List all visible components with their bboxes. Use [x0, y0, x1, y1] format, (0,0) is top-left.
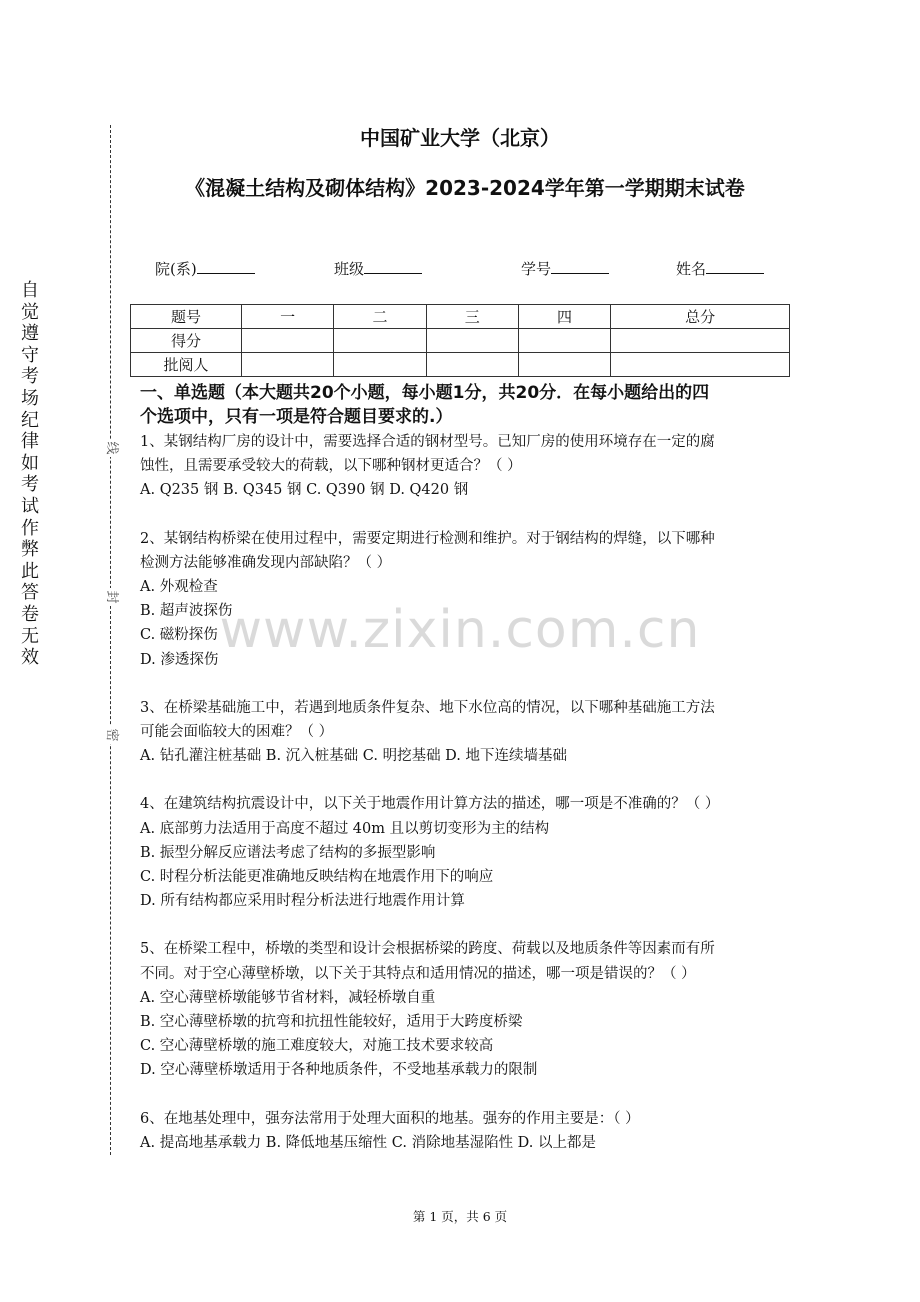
answer-option: D. 所有结构都应采用时程分析法进行地震作用计算: [140, 893, 465, 910]
table-header-cell: 一: [242, 305, 334, 329]
section-heading: 个选项中，只有一项是符合题目要求的.）: [140, 407, 453, 427]
answer-option: C. 磁粉探伤: [140, 627, 218, 644]
spacer: [140, 913, 790, 936]
table-header-cell: 四: [518, 305, 610, 329]
exam-title: 《混凝土结构及砌体结构》2023-2024学年第一学期期末试卷: [185, 176, 745, 200]
field-label: 班级: [334, 260, 365, 278]
question-2: [140, 527, 790, 672]
info-field-department[interactable]: [155, 258, 255, 279]
info-field-name[interactable]: [676, 258, 764, 279]
spacer: [140, 768, 790, 791]
question-text: 蚀性，且需要承受较大的荷载，以下哪种钢材更适合？（ ）: [140, 458, 522, 475]
spacer: [140, 672, 790, 695]
field-label: 姓名: [676, 260, 707, 278]
section-heading: 一、单选题（本大题共20个小题，每小题1分，共20分．在每小题给出的四: [140, 383, 710, 403]
question-text: 5、在桥梁工程中，桥墩的类型和设计会根据桥梁的跨度、荷载以及地质条件等因素而有所: [140, 941, 715, 958]
question-text: 1、某钢结构厂房的设计中，需要选择合适的钢材型号。已知厂房的使用环境存在一定的腐: [140, 434, 715, 450]
watermark: www.zixin.com.cn: [219, 600, 701, 660]
blank-line: [197, 259, 255, 274]
question-5: [140, 937, 790, 1082]
question-text: 6、在地基处理中，强夯法常用于处理大面积的地基。强夯的作用主要是：（ ）: [140, 1110, 640, 1127]
spacer: [140, 1083, 790, 1106]
answer-option: A. 钻孔灌注桩基础 B. 沉入桩基础 C. 明挖基础 D. 地下连续墙基础: [140, 748, 568, 765]
table-cell: [611, 353, 790, 377]
info-field-class[interactable]: [334, 258, 422, 279]
row-label: 批阅人: [131, 353, 242, 377]
answer-option: B. 振型分解反应谱法考虑了结构的多振型影响: [140, 844, 436, 861]
question-text: 可能会面临较大的困难？（ ）: [140, 724, 334, 741]
table-header-cell: 二: [334, 305, 426, 329]
question-3: [140, 696, 790, 769]
seal-mark-line: 线: [101, 439, 121, 457]
question-text: 2、某钢结构桥梁在使用过程中，需要定期进行检测和维护。对于钢结构的焊缝，以下哪种: [140, 530, 715, 547]
table-header-cell: 题号: [131, 305, 242, 329]
answer-option: A. 底部剪力法适用于高度不超过 40m 且以剪切变形为主的结构: [140, 820, 550, 837]
table-cell: [611, 329, 790, 353]
field-label: 院(系): [155, 260, 197, 278]
answer-option: A. 提高地基承载力 B. 降低地基压缩性 C. 消除地基湿陷性 D. 以上都是: [140, 1134, 597, 1151]
side-note: 自觉遵守考场纪律如考试作弊此答卷无效: [21, 280, 39, 669]
blank-line: [551, 259, 609, 274]
table-header-row: [131, 305, 790, 329]
table-cell: [426, 353, 518, 377]
info-field-student-id[interactable]: [521, 258, 609, 279]
blank-line: [706, 259, 764, 274]
answer-option: B. 超声波探伤: [140, 603, 233, 620]
university-title: 中国矿业大学（北京）: [360, 126, 560, 150]
question-4: [140, 792, 790, 913]
table-cell: [334, 353, 426, 377]
table-row: [131, 329, 790, 353]
seal-mark-secret: 密: [101, 726, 121, 744]
score-table: [130, 304, 790, 377]
answer-option: A. Q235 钢 B. Q345 钢 C. Q390 钢 D. Q420 钢: [140, 482, 469, 499]
question-text: 检测方法能够准确发现内部缺陷？（ ）: [140, 554, 392, 571]
answer-option: A. 空心薄壁桥墩能够节省材料，减轻桥墩自重: [140, 989, 436, 1006]
answer-option: C. 空心薄壁桥墩的施工难度较大，对施工技术要求较高: [140, 1038, 494, 1055]
table-header-cell: 总分: [611, 305, 790, 329]
row-label: 得分: [131, 329, 242, 353]
table-cell: [518, 353, 610, 377]
blank-line: [364, 259, 422, 274]
table-cell: [334, 329, 426, 353]
question-text: 3、在桥梁基础施工中，若遇到地质条件复杂、地下水位高的情况，以下哪种基础施工方法: [140, 699, 715, 716]
table-row: [131, 353, 790, 377]
answer-option: D. 渗透探伤: [140, 651, 219, 668]
question-text: 4、在建筑结构抗震设计中，以下关于地震作用计算方法的描述，哪一项是不准确的？（ ）: [140, 796, 720, 813]
table-header-cell: 三: [426, 305, 518, 329]
field-label: 学号: [521, 260, 552, 278]
answer-option: C. 时程分析法能更准确地反映结构在地震作用下的响应: [140, 869, 494, 886]
exam-content: [140, 381, 790, 1155]
spacer: [140, 503, 790, 526]
answer-option: D. 空心薄壁桥墩适用于各种地质条件，不受地基承载力的限制: [140, 1062, 538, 1079]
table-cell: [242, 329, 334, 353]
question-list: [140, 430, 790, 1155]
table-cell: [426, 329, 518, 353]
answer-option: B. 空心薄壁桥墩的抗弯和抗扭性能较好，适用于大跨度桥梁: [140, 1014, 523, 1031]
seal-mark-seal: 封: [101, 588, 121, 606]
page-footer: 第 1 页，共 6 页: [412, 1209, 508, 1224]
question-1: [140, 430, 790, 503]
question-text: 不同。对于空心薄壁桥墩，以下关于其特点和适用情况的描述，哪一项是错误的？（ ）: [140, 965, 696, 982]
answer-option: A. 外观检查: [140, 579, 218, 596]
question-6: [140, 1107, 790, 1155]
table-cell: [242, 353, 334, 377]
table-cell: [518, 329, 610, 353]
